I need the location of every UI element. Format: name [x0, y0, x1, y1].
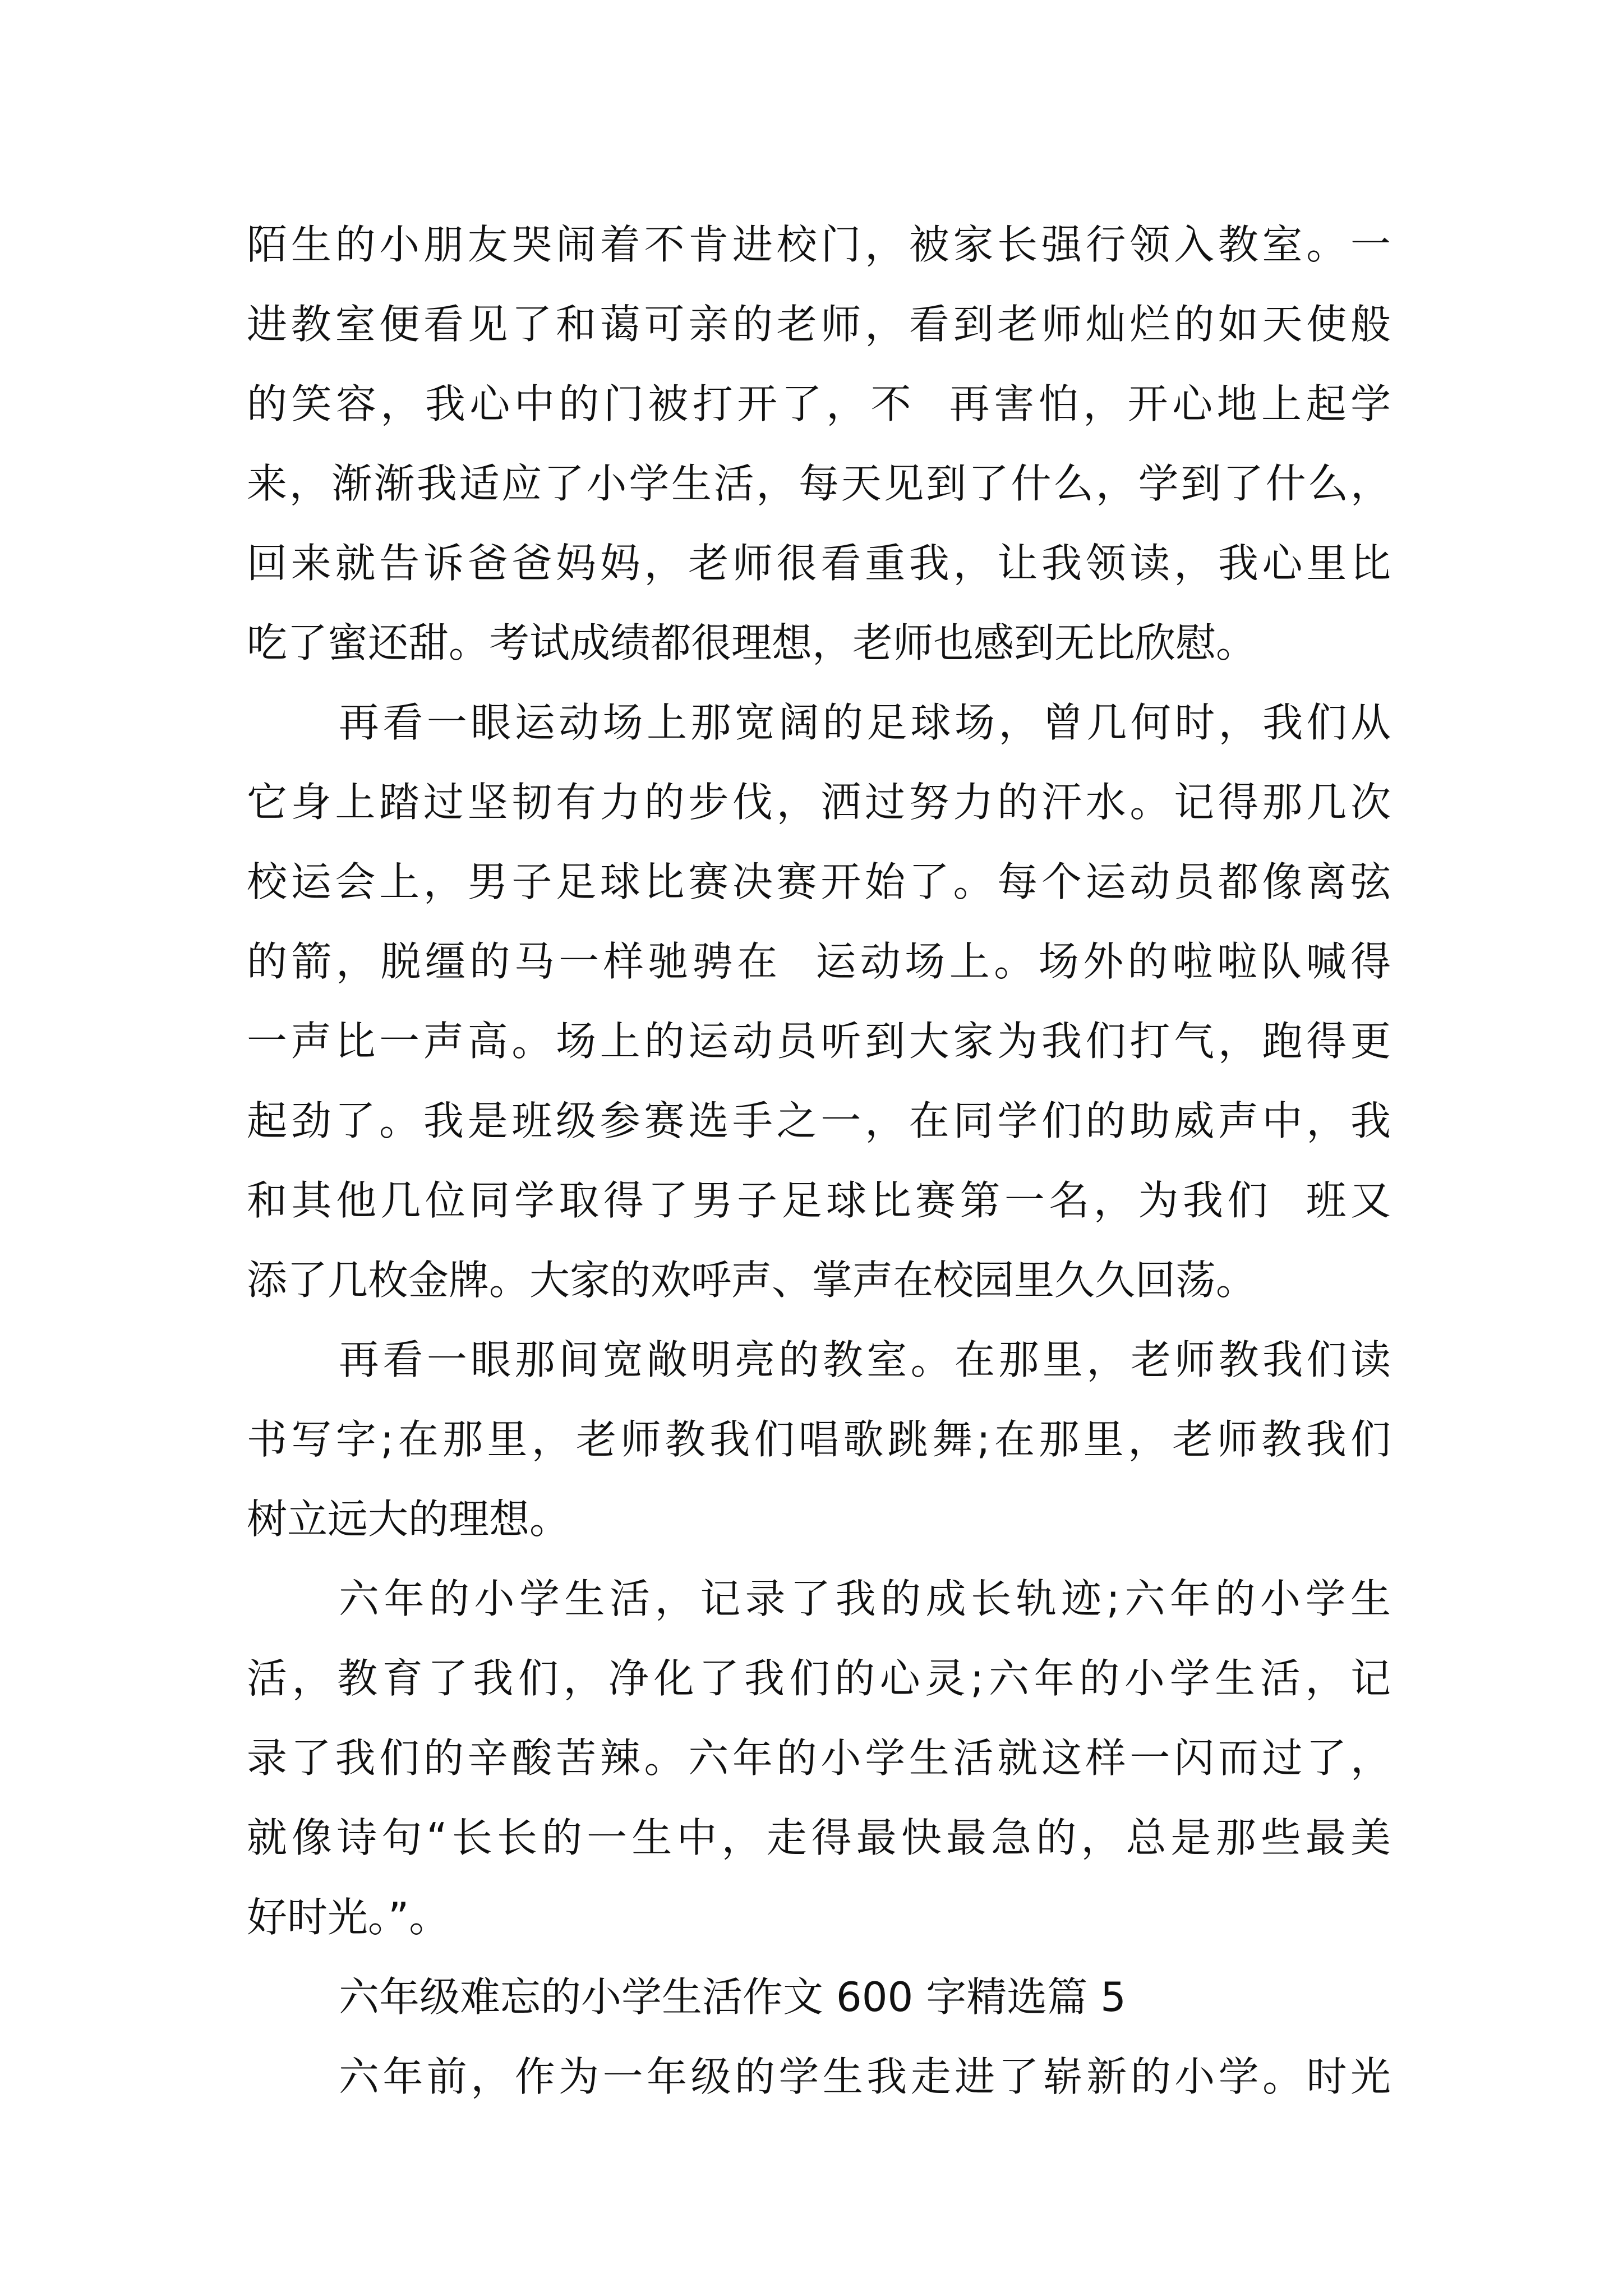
text-line: 活，教育了我们，净化了我们的心灵;六年的小学生活，记: [247, 1655, 1391, 1702]
text-line: 添了几枚金牌。大家的欢呼声、掌声在校园里久久回荡。: [247, 1257, 1257, 1304]
section-heading: 六年级难忘的小学生活作文 600 字精选篇 5: [339, 1973, 1126, 2021]
text-line: 就像诗句“长长的一生中，走得最快最急的，总是那些最美: [247, 1814, 1391, 1861]
document-body: [247, 205, 1391, 2116]
text-line: 树立远大的理想。: [247, 1496, 570, 1543]
text-line: 的笑容，我心中的门被打开了，不 再害怕，开心地上起学: [247, 380, 1391, 427]
text-line: 回来就告诉爸爸妈妈，老师很看重我，让我领读，我心里比: [247, 540, 1391, 587]
text-line: 来，渐渐我适应了小学生活，每天见到了什么，学到了什么，: [247, 460, 1391, 507]
text-line: 好时光。”。: [247, 1894, 450, 1941]
text-line: 吃了蜜还甜。考试成绩都很理想，老师也感到无比欣慰。: [247, 619, 1257, 666]
text-line: 再看一眼运动场上那宽阔的足球场，曾几何时，我们从: [339, 699, 1391, 746]
text-line: 陌生的小朋友哭闹着不肯进校门，被家长强行领入教室。一: [247, 221, 1391, 268]
text-line: 六年的小学生活，记录了我的成长轨迹;六年的小学生: [339, 1575, 1391, 1622]
text-line: 六年前，作为一年级的学生我走进了崭新的小学。时光: [339, 2053, 1391, 2100]
text-line: 它身上踏过坚韧有力的步伐，洒过努力的汗水。记得那几次: [247, 779, 1391, 826]
text-line: 书写字;在那里，老师教我们唱歌跳舞;在那里，老师教我们: [247, 1416, 1391, 1463]
text-line: 校运会上，男子足球比赛决赛开始了。每个运动员都像离弦: [247, 858, 1391, 905]
text-line: 一声比一声高。场上的运动员听到大家为我们打气，跑得更: [247, 1018, 1391, 1065]
text-line: 进教室便看见了和蔼可亲的老师，看到老师灿烂的如天使般: [247, 301, 1391, 348]
text-line: 的箭，脱缰的马一样驰骋在 运动场上。场外的啦啦队喊得: [247, 938, 1391, 985]
text-line: 再看一眼那间宽敞明亮的教室。在那里，老师教我们读: [339, 1336, 1391, 1383]
text-line: 录了我们的辛酸苦辣。六年的小学生活就这样一闪而过了，: [247, 1734, 1391, 1782]
text-line: 起劲了。我是班级参赛选手之一，在同学们的助威声中，我: [247, 1097, 1391, 1144]
text-line: 和其他几位同学取得了男子足球比赛第一名，为我们 班又: [247, 1177, 1391, 1224]
